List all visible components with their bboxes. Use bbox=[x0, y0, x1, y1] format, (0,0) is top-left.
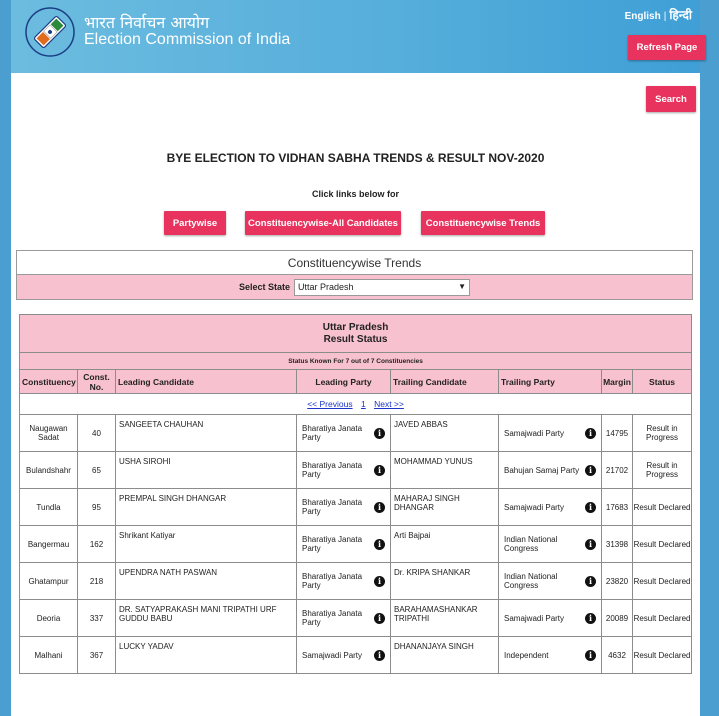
cell-trailing-party bbox=[499, 600, 602, 637]
trends-panel-title: Constituencywise Trends bbox=[17, 251, 692, 275]
table-row bbox=[20, 415, 692, 452]
cell-trailing-party bbox=[499, 415, 602, 452]
cell-status: Result Declared bbox=[633, 563, 692, 600]
site-header bbox=[11, 0, 700, 73]
cell-margin: 31398 bbox=[602, 526, 633, 563]
trends-panel bbox=[16, 250, 693, 300]
table-row bbox=[20, 637, 692, 674]
cell-trailing-candidate: Arti Bajpai bbox=[391, 526, 499, 563]
trailing-party-name: Samajwadi Party bbox=[504, 502, 565, 512]
constituency-trends-button[interactable]: Constituencywise Trends bbox=[421, 211, 545, 235]
cell-status: Result Declared bbox=[633, 600, 692, 637]
cell-leading-candidate: Shrikant Katiyar bbox=[116, 526, 297, 563]
cell-status: Result Declared bbox=[633, 526, 692, 563]
selected-state-value: Uttar Pradesh bbox=[298, 282, 354, 292]
cell-leading-candidate: SANGEETA CHAUHAN bbox=[116, 415, 297, 452]
cell-trailing-candidate: BARAHAMASHANKAR TRIPATHI bbox=[391, 600, 499, 637]
cell-trailing-candidate: MOHAMMAD YUNUS bbox=[391, 452, 499, 489]
table-row bbox=[20, 489, 692, 526]
cell-margin: 21702 bbox=[602, 452, 633, 489]
partywise-button[interactable]: Partywise bbox=[164, 211, 226, 235]
info-icon[interactable]: i bbox=[585, 613, 596, 624]
click-links-note: Click links below for bbox=[311, 189, 400, 199]
pagination-row bbox=[20, 394, 692, 415]
page-title: BYE ELECTION TO VIDHAN SABHA TRENDS & RESULT NOV-2020 bbox=[166, 151, 545, 165]
cell-constituency: Deoria bbox=[20, 600, 78, 637]
cell-leading-party bbox=[297, 452, 391, 489]
cell-const-no: 65 bbox=[78, 452, 116, 489]
results-subtitle: Result Status bbox=[323, 333, 388, 345]
language-switch bbox=[625, 6, 692, 23]
search-button[interactable]: Search bbox=[646, 86, 696, 112]
cell-constituency: Malhani bbox=[20, 637, 78, 674]
page-1-link[interactable]: 1 bbox=[360, 399, 366, 409]
cell-leading-candidate: PREMPAL SINGH DHANGAR bbox=[116, 489, 297, 526]
cell-trailing-party bbox=[499, 526, 602, 563]
cell-trailing-party bbox=[499, 563, 602, 600]
info-icon[interactable]: i bbox=[374, 539, 385, 550]
leading-party-name: Bharatiya Janata Party bbox=[302, 461, 363, 479]
col-header-leading-party: Leading Party bbox=[297, 370, 391, 394]
eci-logo bbox=[24, 6, 76, 58]
cell-leading-candidate: USHA SIROHI bbox=[116, 452, 297, 489]
previous-page-link[interactable]: << Previous bbox=[307, 399, 353, 409]
cell-leading-party bbox=[297, 415, 391, 452]
trailing-party-name: Indian National Congress bbox=[504, 572, 558, 590]
cell-const-no: 162 bbox=[78, 526, 116, 563]
cell-leading-candidate: UPENDRA NATH PASWAN bbox=[116, 563, 297, 600]
trailing-party-name: Independent bbox=[504, 650, 549, 660]
results-state-name: Uttar Pradesh bbox=[322, 321, 389, 333]
col-header-trailing-party: Trailing Party bbox=[499, 370, 602, 394]
cell-status: Result in Progress bbox=[633, 452, 692, 489]
cell-const-no: 367 bbox=[78, 637, 116, 674]
trailing-party-name: Bahujan Samaj Party bbox=[504, 465, 580, 475]
leading-party-name: Bharatiya Janata Party bbox=[302, 535, 363, 553]
lang-hindi-link[interactable]: हिन्दी bbox=[669, 8, 692, 22]
info-icon[interactable]: i bbox=[585, 502, 596, 513]
leading-party-name: Bharatiya Janata Party bbox=[302, 498, 363, 516]
cell-margin: 20089 bbox=[602, 600, 633, 637]
cell-constituency: Tundla bbox=[20, 489, 78, 526]
info-icon[interactable]: i bbox=[585, 576, 596, 587]
cell-leading-party bbox=[297, 637, 391, 674]
cell-const-no: 337 bbox=[78, 600, 116, 637]
cell-margin: 14795 bbox=[602, 415, 633, 452]
cell-trailing-party bbox=[499, 489, 602, 526]
cell-trailing-party bbox=[499, 452, 602, 489]
table-row bbox=[20, 600, 692, 637]
cell-margin: 17683 bbox=[602, 489, 633, 526]
info-icon[interactable]: i bbox=[374, 502, 385, 513]
results-table bbox=[19, 314, 692, 674]
cell-leading-party bbox=[297, 563, 391, 600]
left-border-strip bbox=[0, 0, 11, 716]
refresh-page-button[interactable]: Refresh Page bbox=[628, 35, 706, 60]
next-page-link[interactable]: Next >> bbox=[374, 399, 404, 409]
col-header-leading-candidate: Leading Candidate bbox=[116, 370, 297, 394]
info-icon[interactable]: i bbox=[585, 465, 596, 476]
right-border-strip bbox=[700, 0, 719, 716]
cell-status: Result in Progress bbox=[633, 415, 692, 452]
cell-leading-party bbox=[297, 489, 391, 526]
leading-party-name: Bharatiya Janata Party bbox=[302, 609, 363, 627]
info-icon[interactable]: i bbox=[374, 428, 385, 439]
cell-constituency: Naugawan Sadat bbox=[20, 415, 78, 452]
col-header-const-no: Const. No. bbox=[78, 370, 116, 394]
trailing-party-name: Samajwadi Party bbox=[504, 613, 565, 623]
cell-leading-party bbox=[297, 600, 391, 637]
trailing-party-name: Indian National Congress bbox=[504, 535, 558, 553]
cell-leading-candidate: LUCKY YADAV bbox=[116, 637, 297, 674]
leading-party-name: Samajwadi Party bbox=[302, 650, 363, 660]
lang-english-link[interactable]: English bbox=[624, 11, 661, 22]
cell-trailing-candidate: DHANANJAYA SINGH bbox=[391, 637, 499, 674]
cell-constituency: Ghatampur bbox=[20, 563, 78, 600]
info-icon[interactable]: i bbox=[585, 539, 596, 550]
leading-party-name: Bharatiya Janata Party bbox=[302, 572, 363, 590]
all-candidates-button[interactable]: Constituencywise-All Candidates bbox=[245, 211, 401, 235]
col-header-status: Status bbox=[633, 370, 692, 394]
state-selector-row bbox=[17, 275, 692, 299]
cell-const-no: 95 bbox=[78, 489, 116, 526]
cell-margin: 23820 bbox=[602, 563, 633, 600]
trailing-party-name: Samajwadi Party bbox=[504, 428, 565, 438]
col-header-margin: Margin bbox=[602, 370, 633, 394]
select-state-label: Select State bbox=[238, 282, 291, 292]
cell-margin: 4632 bbox=[602, 637, 633, 674]
state-select[interactable] bbox=[294, 279, 470, 296]
dropdown-arrow-icon: ▼ bbox=[458, 281, 467, 291]
col-header-constituency: Constituency bbox=[20, 370, 78, 394]
cell-status: Result Declared bbox=[633, 637, 692, 674]
results-state-header bbox=[20, 315, 692, 353]
cell-const-no: 40 bbox=[78, 415, 116, 452]
table-header-row bbox=[20, 370, 692, 394]
info-icon[interactable]: i bbox=[374, 613, 385, 624]
info-icon[interactable]: i bbox=[374, 650, 385, 661]
cell-status: Result Declared bbox=[633, 489, 692, 526]
cell-const-no: 218 bbox=[78, 563, 116, 600]
cell-constituency: Bulandshahr bbox=[20, 452, 78, 489]
cell-constituency: Bangermau bbox=[20, 526, 78, 563]
cell-trailing-candidate: Dr. KRIPA SHANKAR bbox=[391, 563, 499, 600]
cell-trailing-party bbox=[499, 637, 602, 674]
table-row bbox=[20, 452, 692, 489]
status-known-note: Status Known For 7 out of 7 Constituencies bbox=[20, 353, 692, 370]
table-row bbox=[20, 563, 692, 600]
info-icon[interactable]: i bbox=[374, 465, 385, 476]
lang-separator: | bbox=[663, 11, 667, 22]
brand-hindi: भारत निर्वाचन आयोग bbox=[84, 13, 210, 32]
cell-trailing-candidate: MAHARAJ SINGH DHANGAR bbox=[391, 489, 499, 526]
info-icon[interactable]: i bbox=[585, 428, 596, 439]
info-icon[interactable]: i bbox=[585, 650, 596, 661]
info-icon[interactable]: i bbox=[374, 576, 385, 587]
cell-leading-candidate: DR. SATYAPRAKASH MANI TRIPATHI URF GUDDU BABU bbox=[116, 600, 297, 637]
leading-party-name: Bharatiya Janata Party bbox=[302, 424, 363, 442]
col-header-trailing-candidate: Trailing Candidate bbox=[391, 370, 499, 394]
cell-leading-party bbox=[297, 526, 391, 563]
cell-trailing-candidate: JAVED ABBAS bbox=[391, 415, 499, 452]
brand-english: Election Commission of India bbox=[84, 31, 291, 48]
table-row bbox=[20, 526, 692, 563]
